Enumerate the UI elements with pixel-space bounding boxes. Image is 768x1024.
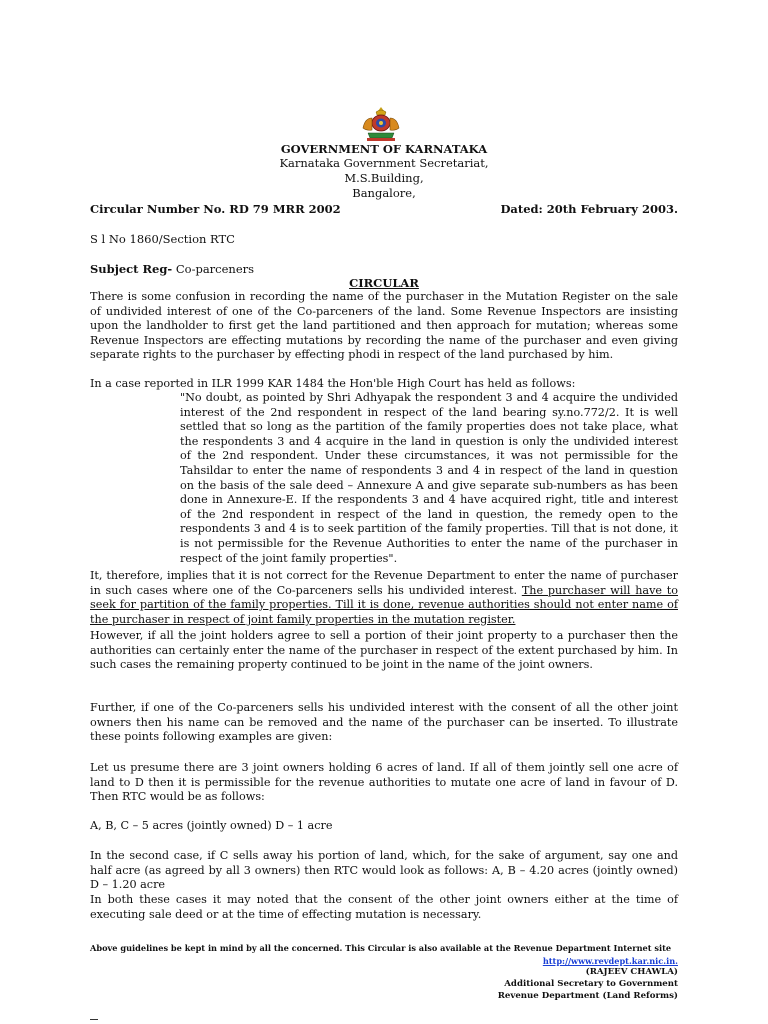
paragraph-implication (90, 569, 678, 627)
paragraph-coparcener-consent: Further, if one of the Co-parceners sells his undivided interest with the consent of all the other joint owners then his name can be removed and the name of the purchaser can be inserted. To illustrate these points following examples are given: (90, 701, 678, 744)
signatory-name: (RAJEEV CHAWLA) (585, 967, 678, 977)
subject-line (90, 262, 254, 276)
subject-text: Co-parceners (172, 262, 255, 276)
paragraph-example: Let us presume there are 3 joint owners holding 6 acres of land. If all of them jointly sell one acre of land to D then it is permissible for the revenue authorities to mutate one acre of land in favour of D. Then RTC would be as follows: (90, 761, 678, 804)
paragraph-case-intro: In a case reported in ILR 1999 KAR 1484 the Hon'ble High Court has held as follows: (90, 377, 576, 390)
secretariat-line: Karnataka Government Secretariat, (279, 156, 489, 170)
example-rtc-first: A, B, C – 5 acres (jointly owned) D – 1 acre (90, 819, 333, 832)
circular-number: Circular Number No. RD 79 MRR 2002 (90, 202, 341, 216)
implication-text: It, therefore, implies that it is not correct for the Revenue Department to enter the name of purchaser in such cases where one of the Co-parceners sells his undivided interest. (90, 569, 678, 597)
paragraph-consent-necessary: In both these cases it may noted that the consent of the other joint owners either at the time of executing sale deed or at the time of effecting mutation is necessary. (90, 893, 678, 921)
high-court-quote: "No doubt, as pointed by Shri Adhyapak the respondent 3 and 4 acquire the undivided interest of the 2nd respondent in respect of the land bearing sy.no.772/2. It is well settled that so long as the partition of the family properties does not take place, what the respondents 3 and 4 acquire in the land in question is only the undivided interest of the 2nd respondent. Under these circumstances, it was not permissible for the Tahsildar to enter the name of respondents 3 and 4 in respect of the land in question on the basis of the sale deed – Annexure A and give separate sub-numbers as has been done in Annexure-E. If the respondents 3 and 4 have acquired right, title and interest of the 2nd respondent in respect of the land in question, the remedy open to the respondents 3 and 4 is to seek partition of the family properties. Till that is not done, it is not permissible for the Revenue Authorities to enter the name of the purchaser in respect of the joint family properties". (180, 391, 678, 565)
signatory-designation: Additional Secretary to Government (504, 979, 678, 989)
paragraph-confusion: There is some confusion in recording the name of the purchaser in the Mutation Register on the sale of undivided interest of one of the Co-parceners of the land. Some Revenue Inspectors are insisting upon the landholder to first get the land partitioned and then approach for mutation; whereas some Revenue Inspectors are effecting mutations by recording the name of the purchaser and even giving separate rights to the purchaser by effecting phodi in respect of the land purchased by him. (90, 290, 678, 362)
building-line: M.S.Building, (344, 171, 424, 185)
serial-number: S l No 1860/Section RTC (90, 232, 235, 246)
signatory-department: Revenue Department (Land Reforms) (497, 991, 678, 1001)
page-divider (90, 1019, 98, 1020)
karnataka-state-emblem-icon (359, 106, 403, 144)
city-line: Bangalore, (352, 186, 416, 200)
implication-underlined-text: The purchaser will have to seek for partition of the family properties. Till it is done, revenue authorities should not enter name of the purchaser in respect of joint family properties in the mutation register. (90, 583, 679, 626)
revenue-department-link[interactable]: http://www.revdept.kar.nic.in. (542, 956, 678, 966)
footer-note: Above guidelines be kept in mind by all the concerned. This Circular is also available at the Revenue Department Internet site (90, 943, 672, 953)
paragraph-joint-holders: However, if all the joint holders agree to sell a portion of their joint property to a purchaser then the authorities can certainly enter the name of the purchaser in respect of the extent purchased by him. In such cases the remaining property continued to be joint in the name of the joint owners. (90, 629, 678, 672)
government-title: GOVERNMENT OF KARNATAKA (280, 142, 488, 156)
circular-heading: CIRCULAR (349, 276, 419, 290)
subject-label: Subject Reg- (90, 262, 173, 276)
paragraph-second-case: In the second case, if C sells away his portion of land, which, for the sake of argument, say one and half acre (as agreed by all 3 owners) then RTC would look as follows: A, B – 4.20 acres (jointly owned) D – 1.20 acre (90, 849, 678, 892)
circular-date: Dated: 20th February 2003. (500, 202, 678, 216)
